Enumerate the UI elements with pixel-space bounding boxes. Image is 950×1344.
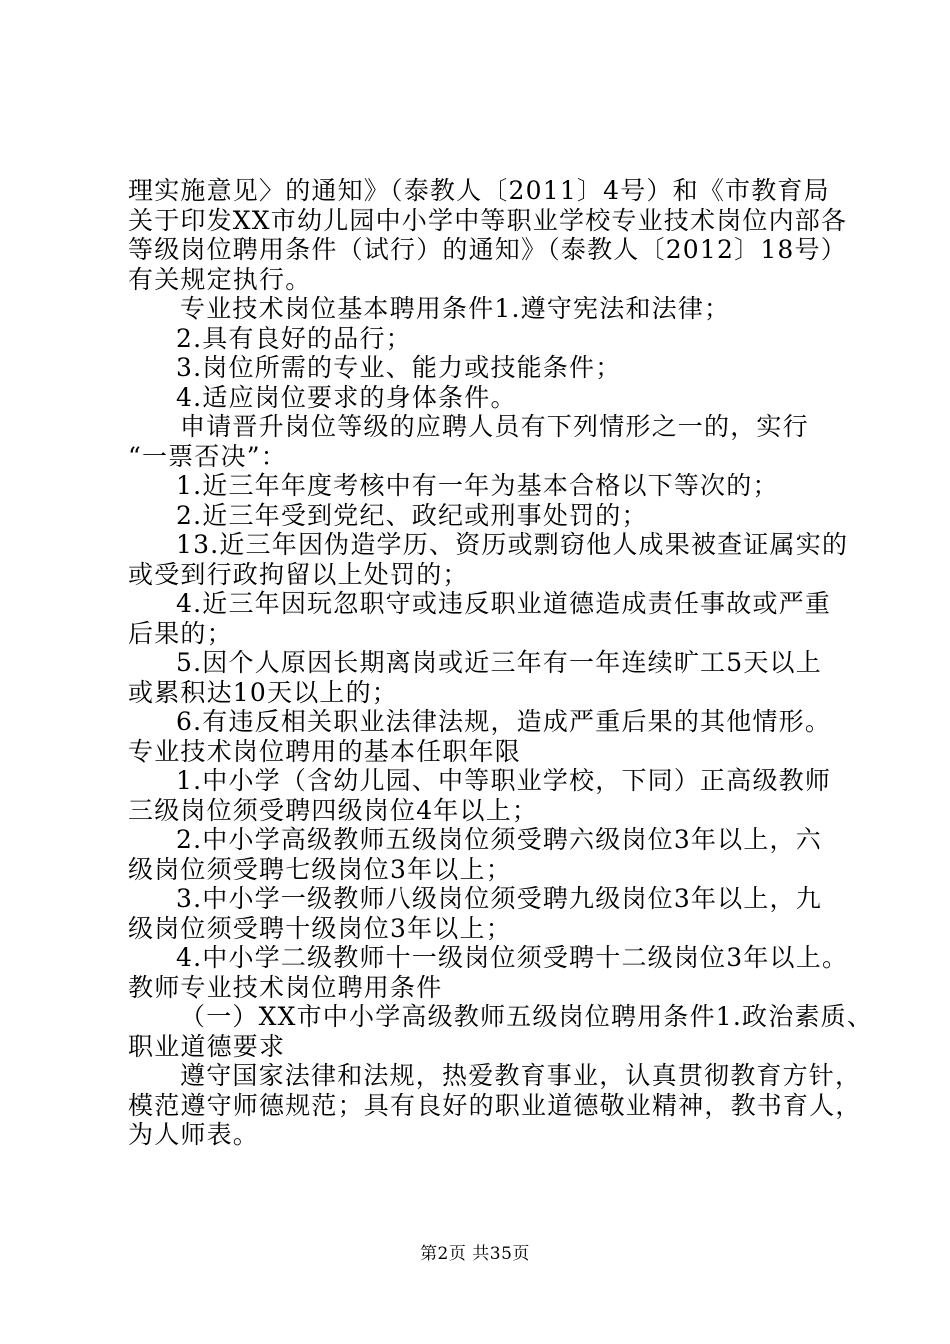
- text-line: 三级岗位须受聘四级岗位4年以上；: [128, 795, 539, 825]
- text-line: 5.因个人原因长期离岗或近三年有一年连续旷工5天以上: [176, 648, 822, 677]
- text-line: 专业技术岗位基本聘用条件1.遵守宪法和法律；: [180, 294, 731, 323]
- text-line: 模范遵守师德规范；具有良好的职业道德敬业精神，教书育人，: [128, 1090, 862, 1120]
- text-line: 1.中小学（含幼儿园、中等职业学校，下同）正高级教师: [176, 766, 832, 795]
- text-line: 2.中小学高级教师五级岗位须受聘六级岗位3年以上，六: [176, 825, 822, 854]
- document-body: [128, 176, 874, 1150]
- text-line: “一票否决”：: [128, 441, 287, 471]
- text-line: 4.近三年因玩忽职守或违反职业道德造成责任事故或严重: [176, 589, 832, 618]
- text-line: 4.适应岗位要求的身体条件。: [176, 382, 517, 412]
- page-number-footer: 第2页 共35页: [420, 1244, 530, 1264]
- text-line: 13.近三年因伪造学历、资历或剽窃他人成果被查证属实的: [176, 530, 849, 559]
- text-line: 3.中小学一级教师八级岗位须受聘九级岗位3年以上，九: [176, 884, 822, 913]
- text-line: 申请晋升岗位等级的应聘人员有下列情形之一的，实行: [180, 412, 809, 441]
- text-line: 专业技术岗位聘用的基本任职年限: [128, 736, 522, 766]
- text-line: （一）XX市中小学高级教师五级岗位聘用条件1.政治素质、: [180, 1002, 874, 1031]
- text-line: 理实施意见〉的通知》（泰教人〔2011〕4号）和《市教育局: [128, 176, 830, 205]
- text-line: 教师专业技术岗位聘用条件: [128, 972, 443, 1002]
- text-line: 级岗位须受聘十级岗位3年以上；: [128, 913, 512, 943]
- text-line: 级岗位须受聘七级岗位3年以上；: [128, 854, 512, 884]
- text-line: 职业道德要求: [128, 1031, 286, 1061]
- text-line: 有关规定执行。: [128, 264, 312, 294]
- text-line: 4.中小学二级教师十一级岗位须受聘十二级岗位3年以上。: [176, 943, 849, 972]
- text-line: 或累积达10天以上的；: [128, 677, 399, 707]
- text-line: 遵守国家法律和法规，热爱教育事业，认真贯彻教育方针，: [180, 1061, 862, 1090]
- text-line: 等级岗位聘用条件（试行）的通知》（泰教人〔2012〕18号）: [128, 235, 847, 264]
- text-line: 3.岗位所需的专业、能力或技能条件；: [176, 353, 622, 382]
- text-line: 6.有违反相关职业法律法规，造成严重后果的其他情形。: [176, 707, 832, 736]
- text-line: 后果的；: [128, 618, 233, 648]
- text-line: 2.具有良好的品行；: [176, 323, 412, 353]
- text-line: 为人师表。: [128, 1120, 260, 1149]
- text-line: 或受到行政拘留以上处罚的；: [128, 559, 469, 589]
- text-line: 2.近三年受到党纪、政纪或刑事处罚的；: [176, 500, 648, 530]
- text-line: 1.近三年年度考核中有一年为基本合格以下等次的；: [176, 471, 779, 500]
- text-line: 关于印发XX市幼儿园中小学中等职业学校专业技术岗位内部各: [128, 205, 848, 235]
